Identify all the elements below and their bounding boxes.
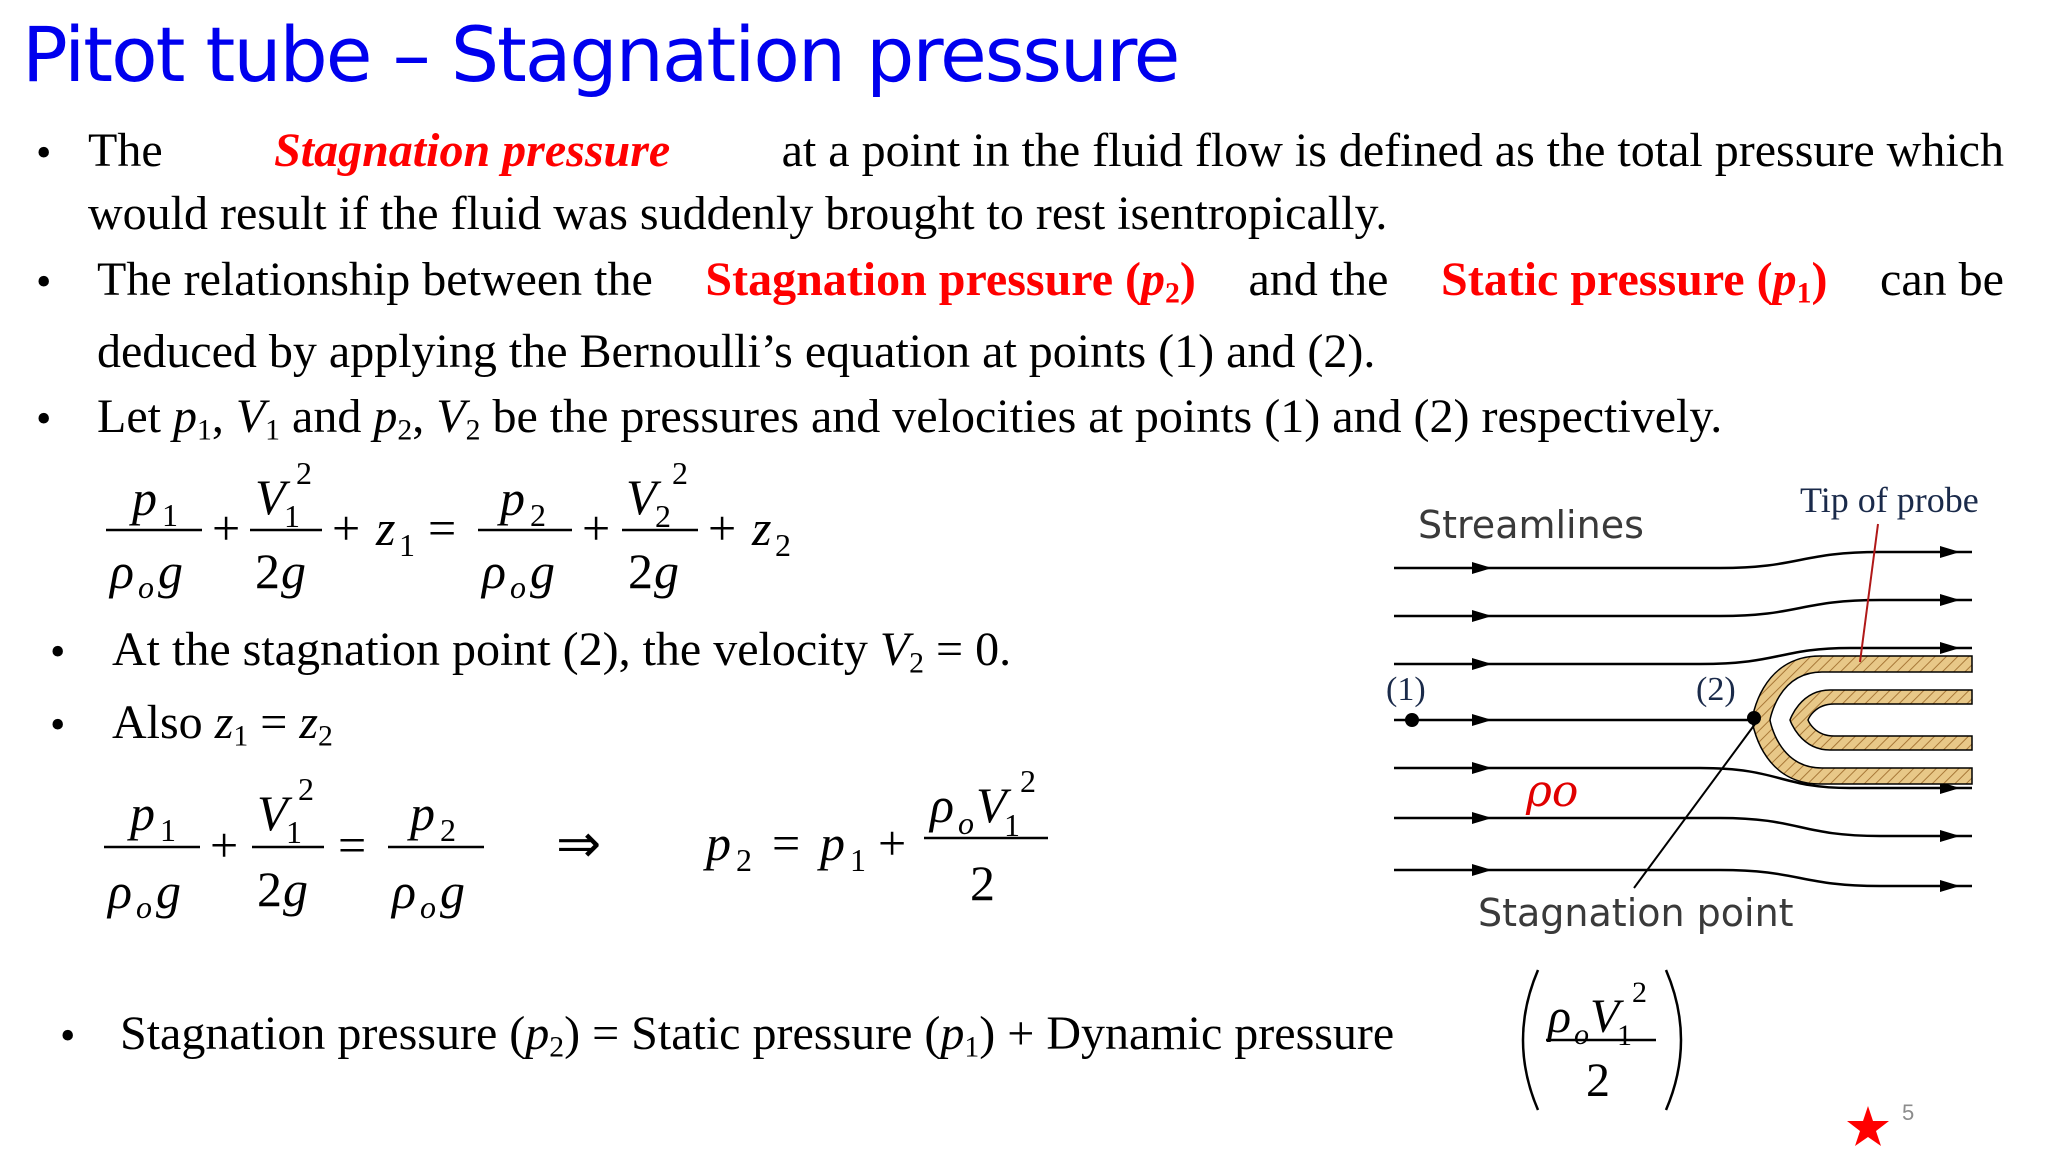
stagnation-pointer: [1634, 720, 1758, 888]
svg-text:2: 2: [255, 543, 280, 599]
bullet-icon: •: [36, 128, 52, 177]
svg-text:V: V: [1590, 990, 1620, 1043]
svg-text:+: +: [212, 500, 241, 556]
svg-text:2: 2: [530, 497, 546, 533]
svg-text:1: 1: [1617, 1019, 1632, 1052]
svg-text:V: V: [255, 469, 286, 525]
bullet-2-mid: and the: [1248, 253, 1389, 306]
svg-text:+: +: [582, 500, 611, 556]
bullet-5: Also $z_1 = z_2$: [112, 696, 333, 753]
svg-text:o: o: [958, 805, 974, 841]
stagnation-point-label: Stagnation point: [1478, 891, 1794, 935]
stagnation-pressure-p2: Stagnation pressure $(p_2)$: [705, 253, 1196, 310]
svg-text:V: V: [976, 777, 1007, 833]
svg-text:ρ: ρ: [110, 543, 134, 599]
bullet-1-line-2: would result if the fluid was suddenly brought to rest isentropically.: [88, 187, 1388, 240]
svg-text:1: 1: [162, 497, 178, 533]
bullet-3: Let $p_1$, $V_1$ and $p_2$, $V_2$ be the pressures and velocities at points (1) and (2) respectively.: [97, 390, 1723, 447]
svg-text:1: 1: [850, 842, 866, 878]
page-number: 5: [1902, 1100, 1915, 1125]
bullet-1-pre: The: [88, 124, 163, 177]
bullet-icon: •: [36, 394, 52, 443]
tip-of-probe-label: Tip of probe: [1800, 480, 1979, 520]
point-2-label: (2): [1696, 671, 1736, 708]
star-icon: [1846, 1104, 1890, 1148]
svg-text:2: 2: [296, 455, 312, 491]
svg-text:=: =: [428, 500, 457, 556]
svg-text:p: p: [410, 785, 435, 841]
bullet-6: Stagnation pressure $(p_2)$ = Static pressure $(p_1)$ + Dynamic pressure: [120, 1007, 1395, 1064]
svg-text:+: +: [708, 500, 737, 556]
svg-text:ρ: ρ: [1548, 990, 1572, 1043]
svg-text:p: p: [820, 815, 845, 871]
svg-text:2: 2: [655, 498, 671, 534]
svg-text:2: 2: [970, 855, 995, 911]
stagnation-pressure-term: Stagnation pressure: [274, 124, 671, 177]
svg-text:2: 2: [298, 771, 314, 807]
svg-text:p: p: [130, 785, 155, 841]
svg-text:V: V: [626, 469, 657, 525]
bullet-icon: •: [50, 700, 66, 749]
svg-text:g: g: [283, 861, 308, 917]
svg-text:2: 2: [672, 455, 688, 491]
bullet-icon: •: [60, 1011, 76, 1060]
svg-text:1: 1: [284, 498, 300, 534]
svg-text:1: 1: [1004, 807, 1020, 843]
svg-text:g: g: [654, 543, 679, 599]
static-pressure-p1: Static pressure $(p_1)$: [1441, 253, 1828, 310]
svg-text:2: 2: [440, 812, 456, 848]
svg-text:1: 1: [399, 527, 415, 563]
svg-text:+: +: [878, 815, 907, 871]
svg-text:p: p: [706, 815, 731, 871]
point-1-marker: [1405, 713, 1419, 727]
bullet-4: At the stagnation point (2), the velocity $V_2 = 0$.: [112, 623, 1012, 680]
svg-text:2: 2: [1020, 763, 1036, 799]
svg-text:+: +: [332, 500, 361, 556]
svg-text:2: 2: [775, 527, 791, 563]
slide-title: Pitot tube – Stagnation pressure: [22, 10, 1179, 99]
svg-text:p: p: [500, 470, 525, 526]
svg-text:1: 1: [286, 814, 302, 850]
bullet-2-pre: The relationship between the: [97, 253, 653, 306]
streamlines-label: Streamlines: [1418, 503, 1644, 547]
tip-pointer: [1860, 524, 1878, 662]
svg-text:ρ: ρ: [108, 863, 132, 919]
svg-text:=: =: [772, 815, 801, 871]
bullet-2-post: can be: [1880, 253, 2004, 306]
svg-text:⇒: ⇒: [556, 814, 602, 874]
bullet-icon: •: [50, 627, 66, 676]
svg-text:o: o: [510, 569, 526, 605]
point-2-marker: [1747, 711, 1761, 725]
svg-text:o: o: [138, 569, 154, 605]
svg-text:g: g: [281, 543, 306, 599]
svg-text:=: =: [338, 817, 367, 873]
density-label: ρo: [1526, 766, 1579, 817]
svg-text:o: o: [420, 889, 436, 925]
svg-text:2: 2: [257, 861, 282, 917]
bullet-1-post: at a point in the fluid flow is defined as the total pressure which: [781, 124, 2004, 177]
svg-text:V: V: [257, 785, 288, 841]
svg-text:g: g: [440, 863, 465, 919]
svg-text:o: o: [136, 889, 152, 925]
svg-text:o: o: [1574, 1018, 1589, 1051]
svg-text:p: p: [132, 470, 157, 526]
svg-text:1: 1: [160, 812, 176, 848]
bullet-icon: •: [36, 257, 52, 306]
svg-text:g: g: [530, 543, 555, 599]
svg-text:z: z: [376, 500, 396, 556]
bullet-2-line-2: deduced by applying the Bernoulli’s equation at points (1) and (2).: [97, 325, 1376, 378]
svg-text:g: g: [156, 863, 181, 919]
svg-text:g: g: [158, 543, 183, 599]
probe: [1752, 656, 1972, 784]
svg-text:2: 2: [628, 543, 653, 599]
svg-text:ρ: ρ: [930, 777, 954, 833]
svg-text:2: 2: [736, 842, 752, 878]
svg-text:2: 2: [1632, 976, 1647, 1009]
point-1-label: (1): [1386, 671, 1426, 708]
svg-text:ρ: ρ: [392, 863, 416, 919]
svg-text:ρ: ρ: [482, 543, 506, 599]
svg-text:+: +: [210, 817, 239, 873]
svg-text:z: z: [752, 500, 772, 556]
svg-text:2: 2: [1586, 1054, 1610, 1107]
